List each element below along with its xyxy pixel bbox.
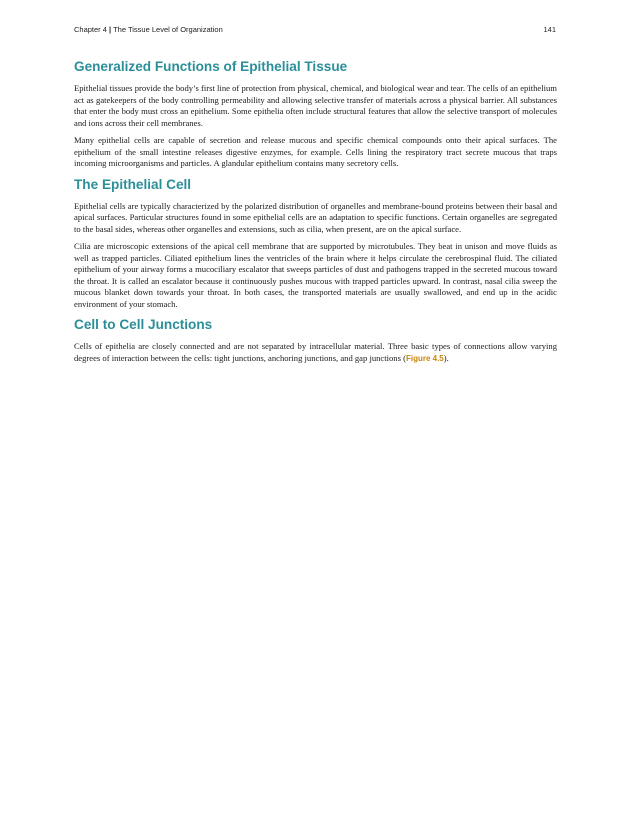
paragraph-text-end: ). bbox=[443, 352, 449, 363]
section-generalized-functions bbox=[74, 58, 557, 170]
paragraph: Epithelial tissues provide the body’s first line of protection from physical, chemical, and biological wear and tear. The cells of an epithelium act as gatekeepers of the body controlling permeability and allowing selective transfer of materials across a physical barrier. All substances that enter the body must cross an epithelium. Some epithelia often include structural features that allow the selective transport of molecules and ions across their cell membranes. bbox=[74, 83, 557, 128]
chapter-label bbox=[74, 25, 223, 34]
section-heading: Cell to Cell Junctions bbox=[74, 317, 213, 332]
paragraph: Cilia are microscopic extensions of the apical cell membrane that are supported by microtubules. They beat in unison and move fluids as well as trapped particles. Ciliated epithelium lines the ventricles of the brain where it helps circulate the cerebrospinal fluid. The ciliated epithelium of your airway forms a mucociliary escalator that sweeps particles of dust and pathogens trapped in the secreted mucous toward the throat. It is called an escalator because it continuously pushes mucous with trapped particles upward. In contrast, nasal cilia sweep the mucous blanket down towards your throat. In both cases, the transported materials are usually swallowed, and end up in the acidic environment of your stomach. bbox=[74, 241, 557, 309]
section-cell-junctions bbox=[74, 316, 557, 364]
main-content bbox=[74, 58, 557, 370]
header-separator: | bbox=[109, 25, 112, 34]
section-epithelial-cell bbox=[74, 176, 557, 311]
page-number: 141 bbox=[543, 25, 556, 34]
section-heading: The Epithelial Cell bbox=[74, 176, 192, 192]
paragraph bbox=[74, 341, 557, 364]
paragraph-text: Cells of epithelia are closely connected and are not separated by intracellular material. Three basic types of connections allow varying degrees of interaction between the cells: tight junctions, anchoring junctions, and gap junctions ( bbox=[74, 341, 557, 363]
running-header bbox=[74, 25, 556, 37]
paragraph: Epithelial cells are typically characterized by the polarized distribution of organelles and membrane-bound proteins between their basal and apical surfaces. Particular structures found in some epithelial cells are an adaptation to specific functions. Certain organelles are segregated to the basal sides, whereas other organelles and extensions, such as cilia, when present, are on the apical surface. bbox=[74, 200, 557, 234]
chapter-title: The Tissue Level of Organization bbox=[113, 25, 223, 34]
section-heading: Generalized Functions of Epithelial Tissue bbox=[74, 59, 348, 74]
chapter-number: Chapter 4 bbox=[74, 25, 107, 34]
paragraph: Many epithelial cells are capable of secretion and release mucous and specific chemical compounds onto their apical surfaces. The epithelium of the small intestine releases digestive enzymes, for example. Cells lining the respiratory tract secrete mucous that traps incoming microorganisms and particles. A glandular epithelium contains many secretory cells. bbox=[74, 135, 557, 168]
figure-link[interactable]: Figure 4.5 bbox=[405, 353, 444, 363]
